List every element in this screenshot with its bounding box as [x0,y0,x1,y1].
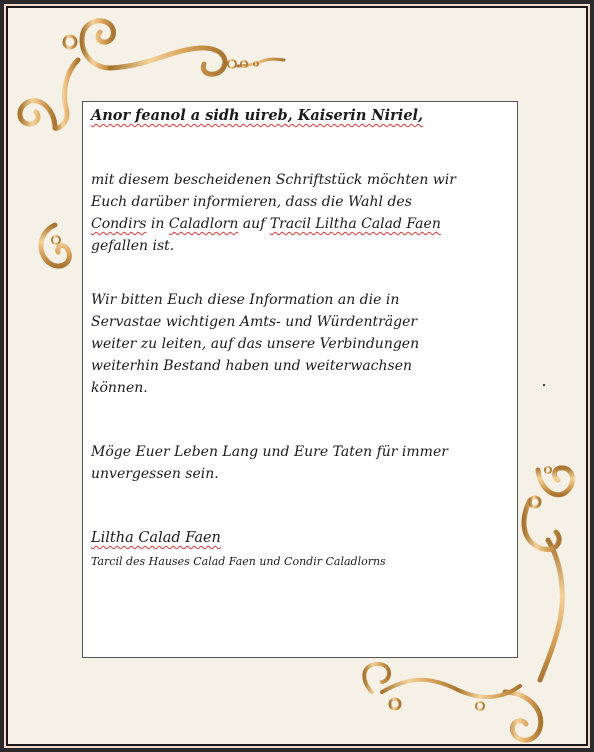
paragraph-3: Möge Euer Leben Lang und Eure Taten für immer unvergessen sein. [91,444,448,482]
paragraph-2: Wir bitten Euch diese Information an die in Servastae wichtigen Amts- und Würdenträger weiter zu leiten, auf das unsere Verbindungen weiterhin Bestand haben und weiterwachsen können. [91,292,420,396]
salutation: Anor feanol a sidh uireb, Kaiserin Niriel, [91,107,424,124]
letter-page [82,101,518,658]
signature: Liltha Calad Faen [91,530,221,546]
paragraph-1: mit diesem bescheidenen Schriftstück möchten wir Euch darüber informieren, dass die Wahl des Condirs in Caladlorn auf Tracil Liltha Calad Faen gefallen ist. [91,172,456,254]
stray-dot [543,384,545,386]
signature-title: Tarcil des Hauses Calad Faen und Condir Caladlorns [91,555,386,568]
